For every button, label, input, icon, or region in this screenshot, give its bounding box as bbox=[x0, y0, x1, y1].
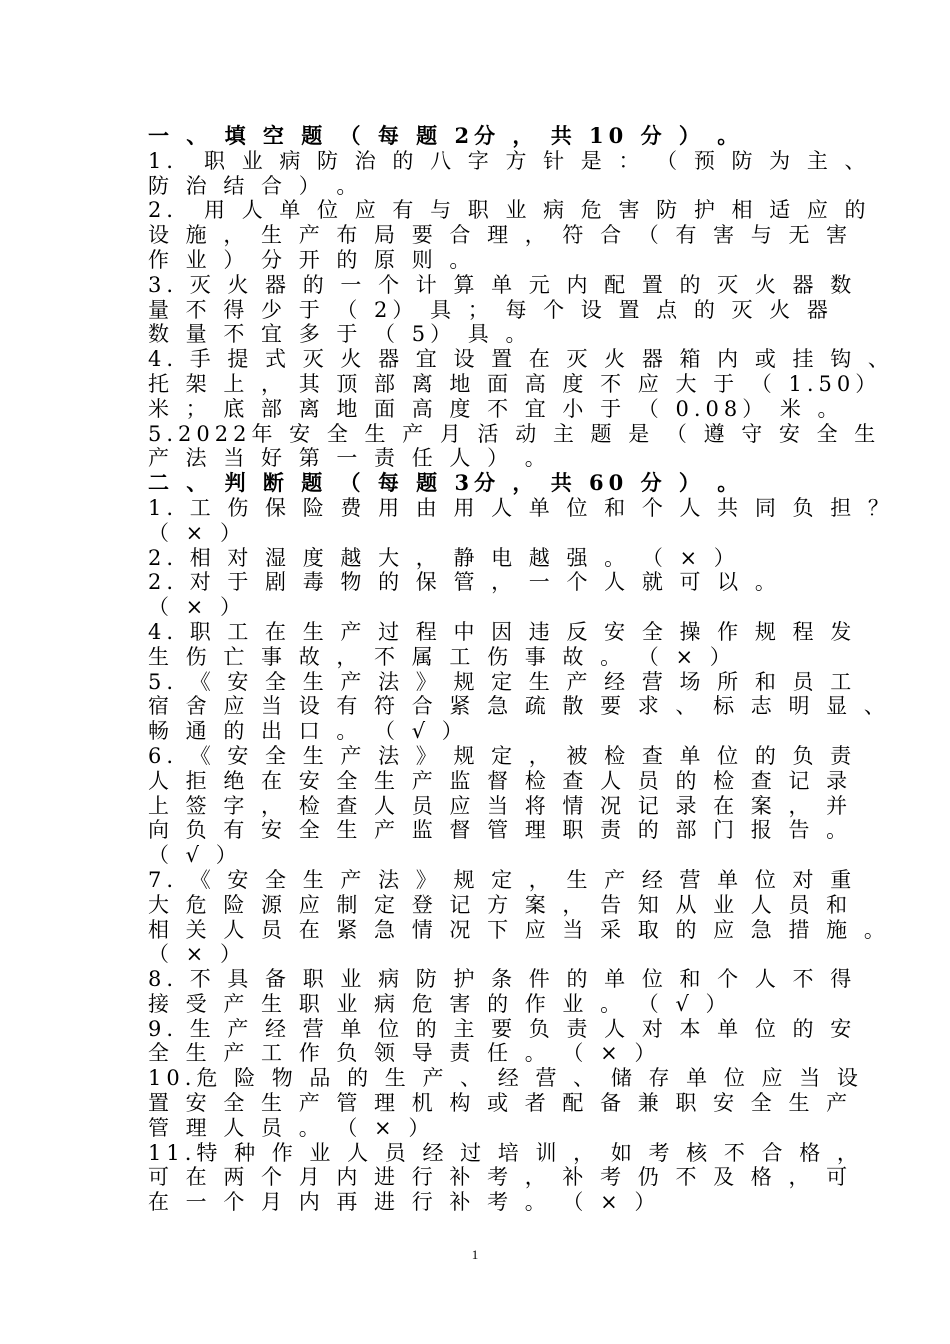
text-line: 相 关 人 员 在 紧 急 情 况 下 应 当 采 取 的 应 急 措 施 。 bbox=[148, 917, 890, 942]
text-line: 10.危 险 物 品 的 生 产 、 经 营 、 储 存 单 位 应 当 设 bbox=[148, 1066, 863, 1091]
text-line: （ × ） bbox=[148, 942, 246, 967]
text-line: 2. 相 对 湿 度 越 大 ， 静 电 越 强 。 （ × ） bbox=[148, 545, 740, 570]
text-line: 2. 对 于 剧 毒 物 的 保 管 ， 一 个 人 就 可 以 。 bbox=[148, 570, 781, 595]
text-line: 2． 用 人 单 位 应 有 与 职 业 病 危 害 防 护 相 适 应 的 bbox=[148, 198, 871, 223]
text-line: 置 安 全 生 产 管 理 机 构 或 者 配 备 兼 职 安 全 生 产 bbox=[148, 1091, 853, 1116]
text-line: 防 治 结 合 ） 。 bbox=[148, 173, 363, 198]
text-line: 上 签 字 ， 检 查 人 员 应 当 将 情 况 记 录 在 案 ， 并 bbox=[148, 793, 853, 818]
text-line: 4. 职 工 在 生 产 过 程 中 因 违 反 安 全 操 作 规 程 发 bbox=[148, 619, 857, 644]
text-line: 米 ； 底 部 离 地 面 高 度 不 宜 小 于 （ 0.08） 米 。 bbox=[148, 396, 844, 421]
text-line: 1. 工 伤 保 险 费 用 由 用 人 单 位 和 个 人 共 同 负 担 ？ bbox=[148, 495, 894, 520]
text-line: 7. 《 安 全 生 产 法 》 规 定 ， 生 产 经 营 单 位 对 重 bbox=[148, 867, 857, 892]
text-line: 6. 《 安 全 生 产 法 》 规 定 ， 被 检 查 单 位 的 负 责 bbox=[148, 743, 857, 768]
text-line: 9. 生 产 经 营 单 位 的 主 要 负 责 人 对 本 单 位 的 安 bbox=[148, 1016, 857, 1041]
text-line: 数 量 不 宜 多 于 （ 5） 具 。 bbox=[148, 322, 532, 347]
text-line: 托 架 上 ， 其 顶 部 离 地 面 高 度 不 应 大 于 （ 1.50） bbox=[148, 371, 882, 396]
text-line: 管 理 人 员 。 （ × ） bbox=[148, 1115, 435, 1140]
text-line: 宿 舍 应 当 设 有 符 合 紧 急 疏 散 要 求 、 标 志 明 显 、 bbox=[148, 694, 890, 719]
page-number: 1 bbox=[471, 1247, 479, 1262]
text-line: 在 一 个 月 内 再 进 行 补 考 。 （ × ） bbox=[148, 1190, 661, 1215]
text-line: 1． 职 业 病 防 治 的 八 字 方 针 是 ： （ 预 防 为 主 、 bbox=[148, 148, 871, 173]
text-line: （ × ） bbox=[148, 595, 246, 620]
text-line: 5.2022年 安 全 生 产 月 活 动 主 题 是 （ 遵 守 安 全 生 bbox=[148, 421, 881, 446]
text-line: 量 不 得 少 于 （ 2） 具 ； 每 个 设 置 点 的 灭 火 器 bbox=[148, 297, 833, 322]
text-line: 产 法 当 好 第 一 责 任 人 ） 。 bbox=[148, 446, 551, 471]
text-line: 4. 手 提 式 灭 火 器 宜 设 置 在 灭 火 器 箱 内 或 挂 钩 、 bbox=[148, 347, 894, 372]
text-line: 5. 《 安 全 生 产 法 》 规 定 生 产 经 营 场 所 和 员 工 bbox=[148, 669, 857, 694]
text-line: 全 生 产 工 作 负 领 导 责 任 。 （ × ） bbox=[148, 1041, 661, 1066]
text-line: 作 业 ） 分 开 的 原 则 。 bbox=[148, 247, 476, 272]
text-line: 生 伤 亡 事 故 ， 不 属 工 伤 事 故 。 （ × ） bbox=[148, 644, 736, 669]
text-line: 向 负 有 安 全 生 产 监 督 管 理 职 责 的 部 门 报 告 。 bbox=[148, 818, 853, 843]
text-line: 人 拒 绝 在 安 全 生 产 监 督 检 查 人 员 的 检 查 记 录 bbox=[148, 768, 853, 793]
text-line: 设 施 ， 生 产 布 局 要 合 理 ， 符 合 （ 有 害 与 无 害 bbox=[148, 223, 853, 248]
text-line: 大 危 险 源 应 制 定 登 记 方 案 ， 告 知 从 业 人 员 和 bbox=[148, 892, 853, 917]
text-line: 畅 通 的 出 口 。 （ √ ） bbox=[148, 719, 468, 744]
text-line: 接 受 产 生 职 业 病 危 害 的 作 业 。 （ √ ） bbox=[148, 991, 732, 1016]
text-line: 3. 灭 火 器 的 一 个 计 算 单 元 内 配 置 的 灭 火 器 数 bbox=[148, 272, 857, 297]
text-line: （ × ） bbox=[148, 520, 246, 545]
section-heading: 二 、 判 断 题 （ 每 题 3分 ， 共 60 分 ） 。 bbox=[148, 470, 744, 496]
text-line: 8. 不 具 备 职 业 病 防 护 条 件 的 单 位 和 个 人 不 得 bbox=[148, 967, 857, 992]
section-heading: 一 、 填 空 题 （ 每 题 2分 ， 共 10 分 ） 。 bbox=[148, 123, 744, 148]
text-line: 可 在 两 个 月 内 进 行 补 考 ， 补 考 仍 不 及 格 ， 可 bbox=[148, 1165, 853, 1190]
text-line: （ √ ） bbox=[148, 843, 242, 868]
document-body bbox=[148, 123, 894, 1215]
text-line: 11.特 种 作 业 人 员 经 过 培 训 ， 如 考 核 不 合 格 ， bbox=[148, 1140, 863, 1165]
